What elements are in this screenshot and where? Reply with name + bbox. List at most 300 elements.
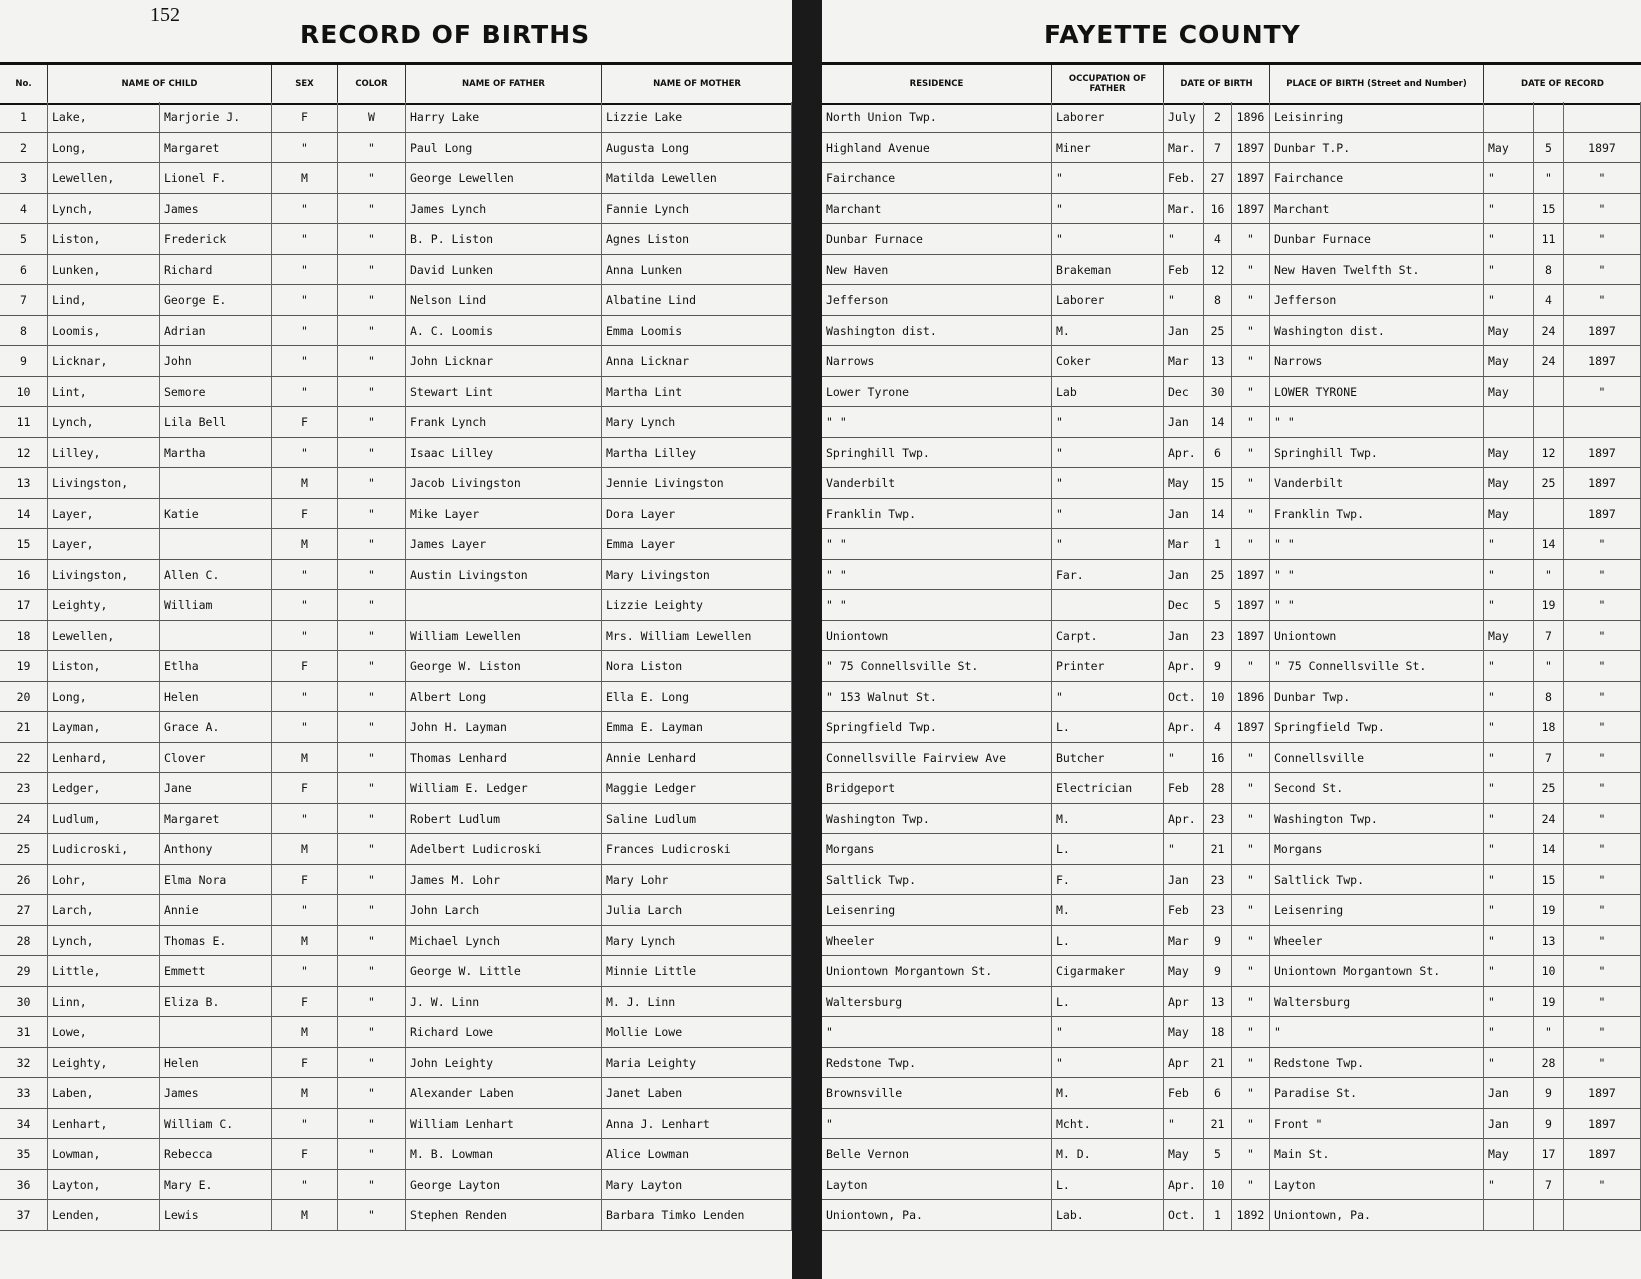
cell-occupation: Cigarmaker xyxy=(1052,956,1164,986)
cell-record-month: " xyxy=(1484,712,1534,742)
cell-birth-year: " xyxy=(1232,743,1270,773)
cell-sex: F xyxy=(272,1048,338,1078)
cell-father: Adelbert Ludicroski xyxy=(406,834,602,864)
cell-record-month: May xyxy=(1484,438,1534,468)
cell-mother: Mrs. William Lewellen xyxy=(602,621,792,651)
cell-mother: Maggie Ledger xyxy=(602,773,792,803)
cell-mother: Mary Livingston xyxy=(602,560,792,590)
cell-number: 20 xyxy=(0,682,48,712)
cell-record-month: " xyxy=(1484,926,1534,956)
table-row xyxy=(822,1017,1641,1048)
cell-birth-month: Dec xyxy=(1164,590,1204,620)
cell-birth-day: 1 xyxy=(1204,1200,1232,1230)
cell-surname: Lowe, xyxy=(48,1017,160,1047)
cell-color: " xyxy=(338,255,406,285)
col-header-place: PLACE OF BIRTH (Street and Number) xyxy=(1270,65,1484,103)
cell-father: Nelson Lind xyxy=(406,285,602,315)
cell-mother: Mary Layton xyxy=(602,1170,792,1200)
table-row xyxy=(822,407,1641,438)
cell-father: J. W. Linn xyxy=(406,987,602,1017)
cell-occupation: M. xyxy=(1052,316,1164,346)
cell-given-name: Margaret xyxy=(160,804,272,834)
cell-record-year: 1897 xyxy=(1564,1078,1641,1108)
cell-number: 34 xyxy=(0,1109,48,1139)
cell-given-name: Clover xyxy=(160,743,272,773)
cell-record-month: " xyxy=(1484,529,1534,559)
cell-place-of-birth: Narrows xyxy=(1270,346,1484,376)
cell-birth-year: 1897 xyxy=(1232,621,1270,651)
cell-place-of-birth: New Haven Twelfth St. xyxy=(1270,255,1484,285)
cell-father: William Lenhart xyxy=(406,1109,602,1139)
cell-place-of-birth: Uniontown Morgantown St. xyxy=(1270,956,1484,986)
cell-birth-month: " xyxy=(1164,285,1204,315)
cell-birth-year: " xyxy=(1232,651,1270,681)
cell-sex: M xyxy=(272,529,338,559)
cell-surname: Leighty, xyxy=(48,590,160,620)
cell-record-month: May xyxy=(1484,316,1534,346)
cell-father: George W. Little xyxy=(406,956,602,986)
cell-color: " xyxy=(338,133,406,163)
cell-place-of-birth: " " xyxy=(1270,529,1484,559)
cell-color: " xyxy=(338,316,406,346)
cell-record-month xyxy=(1484,102,1534,132)
county-title: FAYETTE COUNTY xyxy=(1044,20,1301,49)
cell-birth-day: 27 xyxy=(1204,163,1232,193)
cell-father: George W. Liston xyxy=(406,651,602,681)
cell-given-name: George E. xyxy=(160,285,272,315)
cell-sex: " xyxy=(272,133,338,163)
cell-residence: Uniontown xyxy=(822,621,1052,651)
cell-occupation: Laborer xyxy=(1052,102,1164,132)
table-row xyxy=(0,773,792,804)
cell-birth-month: Feb xyxy=(1164,773,1204,803)
table-row xyxy=(822,468,1641,499)
cell-given-name: John xyxy=(160,346,272,376)
table-row xyxy=(822,560,1641,591)
cell-place-of-birth: Springhill Twp. xyxy=(1270,438,1484,468)
table-row xyxy=(822,1139,1641,1170)
table-row xyxy=(822,499,1641,530)
col-header-name: NAME OF CHILD xyxy=(48,65,272,103)
cell-record-month: " xyxy=(1484,865,1534,895)
cell-given-name: Lewis xyxy=(160,1200,272,1230)
cell-sex: " xyxy=(272,194,338,224)
cell-mother: Annie Lenhard xyxy=(602,743,792,773)
cell-birth-month: Jan xyxy=(1164,407,1204,437)
cell-sex: M xyxy=(272,163,338,193)
cell-father xyxy=(406,590,602,620)
cell-mother: Alice Lowman xyxy=(602,1139,792,1169)
cell-color: " xyxy=(338,743,406,773)
cell-color: " xyxy=(338,285,406,315)
cell-record-day: 24 xyxy=(1534,804,1564,834)
cell-mother: Martha Lilley xyxy=(602,438,792,468)
cell-surname: Liston, xyxy=(48,224,160,254)
cell-color: " xyxy=(338,438,406,468)
table-row xyxy=(822,956,1641,987)
cell-record-month: May xyxy=(1484,499,1534,529)
cell-father: Michael Lynch xyxy=(406,926,602,956)
cell-given-name: Richard xyxy=(160,255,272,285)
cell-record-year: " xyxy=(1564,956,1641,986)
cell-father: Robert Ludlum xyxy=(406,804,602,834)
table-row xyxy=(822,987,1641,1018)
cell-given-name: Lila Bell xyxy=(160,407,272,437)
right-page xyxy=(822,0,1641,1279)
cell-mother: Janet Laben xyxy=(602,1078,792,1108)
cell-given-name: Marjorie J. xyxy=(160,102,272,132)
cell-record-year: 1897 xyxy=(1564,499,1641,529)
cell-color: " xyxy=(338,1048,406,1078)
cell-record-day: 14 xyxy=(1534,834,1564,864)
table-row xyxy=(822,773,1641,804)
cell-surname: Lynch, xyxy=(48,407,160,437)
cell-residence: Washington Twp. xyxy=(822,804,1052,834)
cell-record-day: 7 xyxy=(1534,621,1564,651)
cell-residence: " " xyxy=(822,407,1052,437)
cell-birth-month: Mar xyxy=(1164,529,1204,559)
cell-occupation: L. xyxy=(1052,834,1164,864)
cell-record-day: 19 xyxy=(1534,987,1564,1017)
cell-number: 19 xyxy=(0,651,48,681)
cell-surname: Lint, xyxy=(48,377,160,407)
cell-birth-month: Mar. xyxy=(1164,133,1204,163)
cell-birth-month: May xyxy=(1164,468,1204,498)
col-header-dob: DATE OF BIRTH xyxy=(1164,65,1270,103)
table-row xyxy=(0,1078,792,1109)
cell-surname: Lenden, xyxy=(48,1200,160,1230)
table-row xyxy=(0,743,792,774)
table-row xyxy=(822,865,1641,896)
cell-place-of-birth: Washington dist. xyxy=(1270,316,1484,346)
table-row xyxy=(0,224,792,255)
cell-record-day: 25 xyxy=(1534,468,1564,498)
cell-color: " xyxy=(338,773,406,803)
table-row xyxy=(0,1139,792,1170)
cell-mother: Anna J. Lenhart xyxy=(602,1109,792,1139)
cell-given-name: Emmett xyxy=(160,956,272,986)
cell-color: " xyxy=(338,834,406,864)
table-row xyxy=(822,377,1641,408)
cell-given-name: Grace A. xyxy=(160,712,272,742)
cell-occupation: M. xyxy=(1052,1078,1164,1108)
cell-birth-year: " xyxy=(1232,224,1270,254)
cell-birth-day: 10 xyxy=(1204,682,1232,712)
cell-birth-month: Apr. xyxy=(1164,804,1204,834)
cell-birth-day: 21 xyxy=(1204,1048,1232,1078)
cell-mother: Maria Leighty xyxy=(602,1048,792,1078)
cell-record-day: " xyxy=(1534,651,1564,681)
cell-number: 25 xyxy=(0,834,48,864)
cell-record-day: 25 xyxy=(1534,773,1564,803)
cell-sex: " xyxy=(272,560,338,590)
cell-given-name: Thomas E. xyxy=(160,926,272,956)
left-table-body xyxy=(0,102,792,1231)
cell-mother: Albatine Lind xyxy=(602,285,792,315)
cell-place-of-birth: Leisinring xyxy=(1270,102,1484,132)
cell-residence: Washington dist. xyxy=(822,316,1052,346)
cell-number: 12 xyxy=(0,438,48,468)
cell-number: 4 xyxy=(0,194,48,224)
cell-father: James M. Lohr xyxy=(406,865,602,895)
cell-birth-month: May xyxy=(1164,1017,1204,1047)
cell-surname: Layman, xyxy=(48,712,160,742)
table-row xyxy=(0,987,792,1018)
cell-given-name: Etlha xyxy=(160,651,272,681)
cell-father: John Larch xyxy=(406,895,602,925)
cell-place-of-birth: Uniontown, Pa. xyxy=(1270,1200,1484,1230)
table-row xyxy=(0,163,792,194)
cell-surname: Lynch, xyxy=(48,194,160,224)
cell-record-year: " xyxy=(1564,621,1641,651)
cell-mother: Matilda Lewellen xyxy=(602,163,792,193)
cell-birth-year: " xyxy=(1232,499,1270,529)
cell-given-name xyxy=(160,621,272,651)
cell-given-name: Katie xyxy=(160,499,272,529)
cell-surname: Laben, xyxy=(48,1078,160,1108)
cell-birth-day: 23 xyxy=(1204,621,1232,651)
table-row xyxy=(822,682,1641,713)
cell-given-name: Rebecca xyxy=(160,1139,272,1169)
table-row xyxy=(822,926,1641,957)
cell-birth-month: Jan xyxy=(1164,865,1204,895)
cell-birth-month: Apr. xyxy=(1164,651,1204,681)
cell-residence: Vanderbilt xyxy=(822,468,1052,498)
cell-record-day: 7 xyxy=(1534,1170,1564,1200)
cell-record-day: 24 xyxy=(1534,316,1564,346)
cell-residence: Fairchance xyxy=(822,163,1052,193)
cell-number: 35 xyxy=(0,1139,48,1169)
cell-record-day: 15 xyxy=(1534,194,1564,224)
cell-color: " xyxy=(338,163,406,193)
cell-birth-month: Mar xyxy=(1164,346,1204,376)
cell-birth-year: " xyxy=(1232,1078,1270,1108)
cell-sex: " xyxy=(272,895,338,925)
cell-record-year: " xyxy=(1564,895,1641,925)
table-row xyxy=(822,255,1641,286)
cell-record-month: " xyxy=(1484,224,1534,254)
cell-surname: Layer, xyxy=(48,529,160,559)
cell-color: " xyxy=(338,987,406,1017)
cell-color: " xyxy=(338,590,406,620)
cell-surname: Layer, xyxy=(48,499,160,529)
cell-birth-year: " xyxy=(1232,773,1270,803)
cell-surname: Layton, xyxy=(48,1170,160,1200)
cell-mother: Lizzie Leighty xyxy=(602,590,792,620)
cell-residence: Brownsville xyxy=(822,1078,1052,1108)
cell-residence: Connellsville Fairview Ave xyxy=(822,743,1052,773)
cell-birth-month: Jan xyxy=(1164,560,1204,590)
cell-record-day: 4 xyxy=(1534,285,1564,315)
col-header-mother: NAME OF MOTHER xyxy=(653,79,741,89)
cell-father: Jacob Livingston xyxy=(406,468,602,498)
cell-father: James Lynch xyxy=(406,194,602,224)
cell-occupation: " xyxy=(1052,163,1164,193)
cell-record-year: " xyxy=(1564,1170,1641,1200)
cell-mother: Ella E. Long xyxy=(602,682,792,712)
cell-color: " xyxy=(338,194,406,224)
cell-given-name: Helen xyxy=(160,682,272,712)
cell-birth-day: 23 xyxy=(1204,804,1232,834)
cell-surname: Linn, xyxy=(48,987,160,1017)
cell-color: " xyxy=(338,560,406,590)
cell-record-day: 28 xyxy=(1534,1048,1564,1078)
cell-color: " xyxy=(338,346,406,376)
cell-residence: Saltlick Twp. xyxy=(822,865,1052,895)
table-row xyxy=(0,194,792,225)
cell-given-name: Annie xyxy=(160,895,272,925)
cell-birth-month: " xyxy=(1164,224,1204,254)
cell-record-year: " xyxy=(1564,560,1641,590)
cell-mother: M. J. Linn xyxy=(602,987,792,1017)
cell-birth-year: " xyxy=(1232,865,1270,895)
cell-mother: Barbara Timko Lenden xyxy=(602,1200,792,1230)
cell-given-name: Frederick xyxy=(160,224,272,254)
cell-record-month: Jan xyxy=(1484,1109,1534,1139)
cell-sex: " xyxy=(272,1170,338,1200)
cell-occupation: M. xyxy=(1052,804,1164,834)
cell-place-of-birth: " " xyxy=(1270,407,1484,437)
cell-mother: Fannie Lynch xyxy=(602,194,792,224)
cell-occupation: " xyxy=(1052,468,1164,498)
table-row xyxy=(0,499,792,530)
cell-record-day: 11 xyxy=(1534,224,1564,254)
cell-color: W xyxy=(338,102,406,132)
cell-birth-day: 6 xyxy=(1204,438,1232,468)
cell-birth-day: 28 xyxy=(1204,773,1232,803)
cell-record-year: " xyxy=(1564,529,1641,559)
cell-record-month: May xyxy=(1484,133,1534,163)
cell-record-year xyxy=(1564,407,1641,437)
book-gutter xyxy=(792,0,822,1279)
table-row xyxy=(822,133,1641,164)
table-row xyxy=(0,590,792,621)
table-row xyxy=(0,468,792,499)
cell-given-name: Adrian xyxy=(160,316,272,346)
cell-record-day: 15 xyxy=(1534,865,1564,895)
cell-record-year: " xyxy=(1564,1048,1641,1078)
cell-record-month: May xyxy=(1484,1139,1534,1169)
cell-occupation: " xyxy=(1052,1048,1164,1078)
cell-birth-year: 1896 xyxy=(1232,102,1270,132)
cell-place-of-birth: Second St. xyxy=(1270,773,1484,803)
cell-sex: " xyxy=(272,956,338,986)
cell-number: 5 xyxy=(0,224,48,254)
cell-place-of-birth: Waltersburg xyxy=(1270,987,1484,1017)
cell-residence: Springfield Twp. xyxy=(822,712,1052,742)
cell-occupation: Electrician xyxy=(1052,773,1164,803)
cell-number: 16 xyxy=(0,560,48,590)
cell-sex: F xyxy=(272,499,338,529)
cell-birth-year: " xyxy=(1232,1048,1270,1078)
left-page xyxy=(0,0,794,1279)
cell-number: 22 xyxy=(0,743,48,773)
cell-birth-month: Apr. xyxy=(1164,1170,1204,1200)
cell-birth-day: 9 xyxy=(1204,956,1232,986)
cell-mother: Martha Lint xyxy=(602,377,792,407)
cell-record-day: 17 xyxy=(1534,1139,1564,1169)
cell-color: " xyxy=(338,529,406,559)
cell-father: John H. Layman xyxy=(406,712,602,742)
cell-occupation: " xyxy=(1052,682,1164,712)
cell-sex: F xyxy=(272,651,338,681)
cell-record-year: " xyxy=(1564,590,1641,620)
cell-number: 13 xyxy=(0,468,48,498)
cell-given-name xyxy=(160,468,272,498)
cell-father: Isaac Lilley xyxy=(406,438,602,468)
cell-record-month: " xyxy=(1484,834,1534,864)
table-row xyxy=(0,804,792,835)
cell-given-name: Anthony xyxy=(160,834,272,864)
cell-place-of-birth: Uniontown xyxy=(1270,621,1484,651)
col-header-residence: RESIDENCE xyxy=(822,65,1052,103)
cell-birth-day: 4 xyxy=(1204,224,1232,254)
cell-record-month: " xyxy=(1484,743,1534,773)
cell-color: " xyxy=(338,865,406,895)
cell-record-year: " xyxy=(1564,163,1641,193)
table-row xyxy=(0,651,792,682)
cell-sex: M xyxy=(272,743,338,773)
cell-sex: " xyxy=(272,224,338,254)
table-row xyxy=(822,163,1641,194)
cell-place-of-birth: Jefferson xyxy=(1270,285,1484,315)
col-header-color: COLOR xyxy=(338,65,406,103)
cell-father: Stewart Lint xyxy=(406,377,602,407)
cell-number: 27 xyxy=(0,895,48,925)
cell-birth-month: May xyxy=(1164,1139,1204,1169)
cell-color: " xyxy=(338,621,406,651)
cell-surname: Ledger, xyxy=(48,773,160,803)
cell-surname: Lunken, xyxy=(48,255,160,285)
cell-place-of-birth: Connellsville xyxy=(1270,743,1484,773)
cell-sex: " xyxy=(272,1109,338,1139)
cell-record-month: " xyxy=(1484,1048,1534,1078)
table-row xyxy=(822,651,1641,682)
cell-father: George Layton xyxy=(406,1170,602,1200)
cell-birth-month: Feb. xyxy=(1164,163,1204,193)
cell-surname: Lind, xyxy=(48,285,160,315)
cell-record-day: " xyxy=(1534,163,1564,193)
cell-record-year: " xyxy=(1564,926,1641,956)
cell-record-month: " xyxy=(1484,651,1534,681)
cell-record-day: 12 xyxy=(1534,438,1564,468)
cell-record-day xyxy=(1534,499,1564,529)
cell-number: 33 xyxy=(0,1078,48,1108)
cell-birth-month: Oct. xyxy=(1164,682,1204,712)
cell-sex: " xyxy=(272,255,338,285)
cell-record-year: " xyxy=(1564,743,1641,773)
cell-sex: " xyxy=(272,346,338,376)
table-header xyxy=(0,62,792,105)
cell-record-month: " xyxy=(1484,590,1534,620)
cell-place-of-birth: Main St. xyxy=(1270,1139,1484,1169)
table-row xyxy=(0,407,792,438)
cell-record-month: " xyxy=(1484,773,1534,803)
cell-birth-month: Apr. xyxy=(1164,712,1204,742)
cell-occupation: Coker xyxy=(1052,346,1164,376)
cell-sex: F xyxy=(272,773,338,803)
cell-color: " xyxy=(338,1170,406,1200)
cell-father: Thomas Lenhard xyxy=(406,743,602,773)
cell-color: " xyxy=(338,895,406,925)
cell-record-day xyxy=(1534,407,1564,437)
cell-birth-year: " xyxy=(1232,834,1270,864)
cell-record-year xyxy=(1564,102,1641,132)
cell-color: " xyxy=(338,956,406,986)
cell-mother: Emma E. Layman xyxy=(602,712,792,742)
cell-occupation: Carpt. xyxy=(1052,621,1164,651)
cell-occupation: L. xyxy=(1052,1170,1164,1200)
